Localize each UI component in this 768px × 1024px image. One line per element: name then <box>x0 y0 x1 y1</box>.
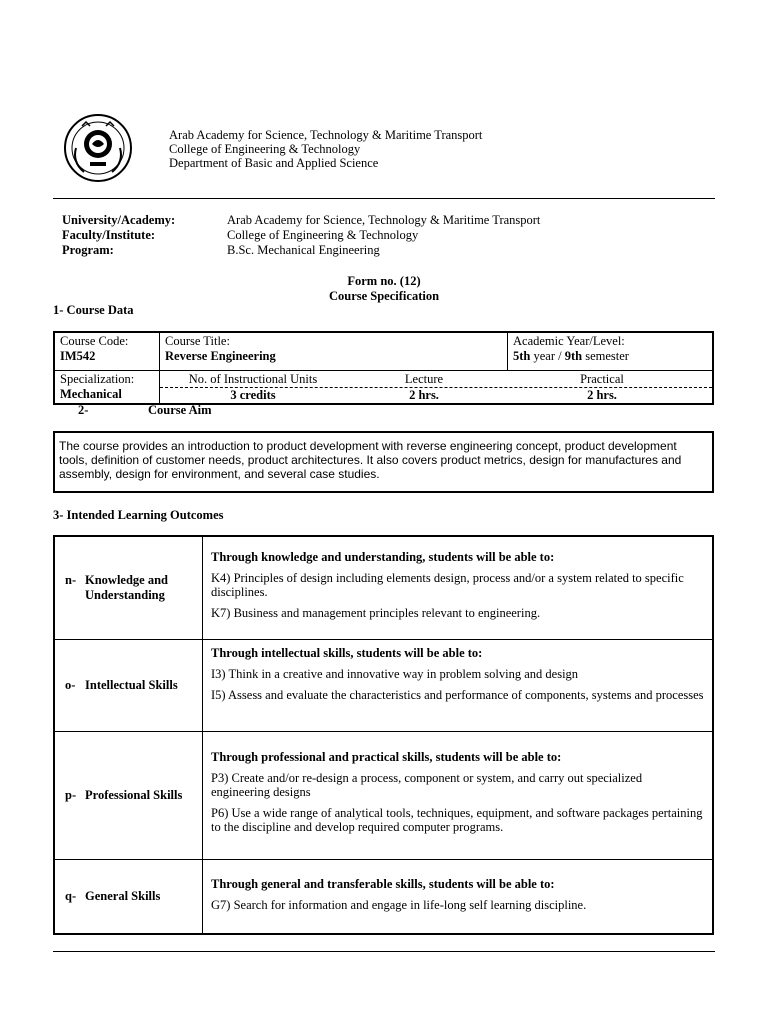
ilo-category-label: Knowledge and Understanding <box>85 572 169 602</box>
academy-logo <box>62 112 134 184</box>
ilo-category-cell <box>54 639 203 731</box>
units-label: No. of Instructional Units <box>188 371 318 386</box>
course-title: Reverse Engineering <box>165 349 276 363</box>
semester-number: 9th <box>564 349 583 363</box>
course-data-table <box>53 331 714 405</box>
ilo-row <box>54 639 713 731</box>
course-title-label: Course Title: <box>165 334 230 348</box>
ilo-item: P3) Create and/or re-design a process, component or system, and carry out specialized engineering designs <box>211 770 643 799</box>
course-aim-text: The course provides an introduction to product development with reverse engineering concept, product development tools, definition of customer needs, product architectures. It also covers product metrics, design for manufactures and assembly, design for environment, and several case studies. <box>59 439 682 481</box>
lecture-value: 2 hrs. <box>409 387 439 402</box>
units-header <box>160 372 712 388</box>
practical-value: 2 hrs. <box>587 387 617 402</box>
ilo-row <box>54 859 713 934</box>
info-value: College of Engineering & Technology <box>227 228 419 242</box>
info-label: Program: <box>62 243 114 257</box>
year-word: year / <box>530 349 565 363</box>
form-title: Course Specification <box>328 289 440 303</box>
info-value: B.Sc. Mechanical Engineering <box>227 243 380 257</box>
ilo-category <box>65 573 201 603</box>
ilo-body <box>203 731 714 859</box>
ilo-item: I3) Think in a creative and innovative way in problem solving and design <box>211 666 579 681</box>
info-label: University/Academy: <box>62 213 176 227</box>
info-row <box>62 228 540 243</box>
ilo-category-cell <box>54 859 203 934</box>
ilo-body <box>203 859 714 934</box>
header-college: College of Engineering & Technology <box>169 142 361 156</box>
academic-year-label: Academic Year/Level: <box>513 334 625 348</box>
year-number: 5th <box>513 349 531 363</box>
header-department: Department of Basic and Applied Science <box>169 156 379 170</box>
ilo-item: I5) Assess and evaluate the characteristics and performance of components, systems and processes <box>211 687 704 702</box>
ilo-heading: Through intellectual skills, students will be able to: <box>211 645 483 660</box>
ilo-category-label: Professional Skills <box>85 787 183 802</box>
footer-divider <box>53 951 715 952</box>
ilo-heading: Through general and transferable skills, students will be able to: <box>211 876 555 891</box>
specialization-cell <box>54 370 160 404</box>
course-code-cell <box>54 332 160 370</box>
ilo-body <box>203 536 714 639</box>
academic-year-value <box>513 349 707 364</box>
course-code: IM542 <box>60 349 96 363</box>
form-number: Form no. (12) <box>347 274 421 288</box>
ilo-letter: p- <box>65 787 77 802</box>
ilo-item: K7) Business and management principles relevant to engineering. <box>211 606 541 620</box>
section-course-data: 1- Course Data <box>53 303 134 317</box>
ilo-item: G7) Search for information and engage in life-long self learning discipline. <box>211 897 587 912</box>
ilo-item: P6) Use a wide range of analytical tools, techniques, equipment, and software packages pertaining to the discipline and develop required computer programs. <box>211 805 703 834</box>
header-divider <box>53 198 715 199</box>
ilo-category-cell <box>54 731 203 859</box>
ilo-letter: q- <box>65 888 77 903</box>
info-block <box>62 213 540 258</box>
ilo-body <box>203 639 714 731</box>
ilo-category-label: General Skills <box>85 888 161 903</box>
course-aim-box <box>53 431 714 493</box>
ilo-heading: Through knowledge and understanding, students will be able to: <box>211 550 555 564</box>
header-block <box>169 128 482 170</box>
ilo-row <box>54 731 713 859</box>
practical-label: Practical <box>580 371 624 386</box>
ilo-heading: Through professional and practical skills, students will be able to: <box>211 749 562 764</box>
specialization-label: Specialization: <box>60 371 135 386</box>
ilo-row <box>54 536 713 639</box>
ilo-letter: o- <box>65 677 76 692</box>
ilo-category <box>65 889 201 904</box>
ilo-item: K4) Principles of design including elements design, process and/or a system related to specific disciplines. <box>211 571 684 599</box>
course-code-label: Course Code: <box>60 334 129 348</box>
ilo-category <box>65 788 201 803</box>
info-row <box>62 243 540 258</box>
units-values <box>160 388 712 403</box>
course-title-cell <box>160 332 508 370</box>
units-cell <box>160 370 714 404</box>
ilo-category-label: Intellectual Skills <box>85 677 178 692</box>
info-row <box>62 213 540 228</box>
units-value: 3 credits <box>230 387 276 402</box>
semester-word: semester <box>582 349 629 363</box>
ilo-table <box>53 535 714 935</box>
section-ilo: 3- Intended Learning Outcomes <box>53 508 224 522</box>
section-aim-title: Course Aim <box>148 403 212 417</box>
ilo-letter: n- <box>65 572 77 587</box>
specialization: Mechanical <box>60 386 122 401</box>
section-aim-number: 2- <box>78 403 89 417</box>
academic-year-cell <box>508 332 714 370</box>
info-label: Faculty/Institute: <box>62 228 156 242</box>
ilo-category <box>65 678 201 693</box>
info-value: Arab Academy for Science, Technology & Maritime Transport <box>227 213 541 227</box>
ilo-category-cell <box>54 536 203 639</box>
header-institution: Arab Academy for Science, Technology & Maritime Transport <box>169 128 483 142</box>
lecture-label: Lecture <box>404 371 444 386</box>
